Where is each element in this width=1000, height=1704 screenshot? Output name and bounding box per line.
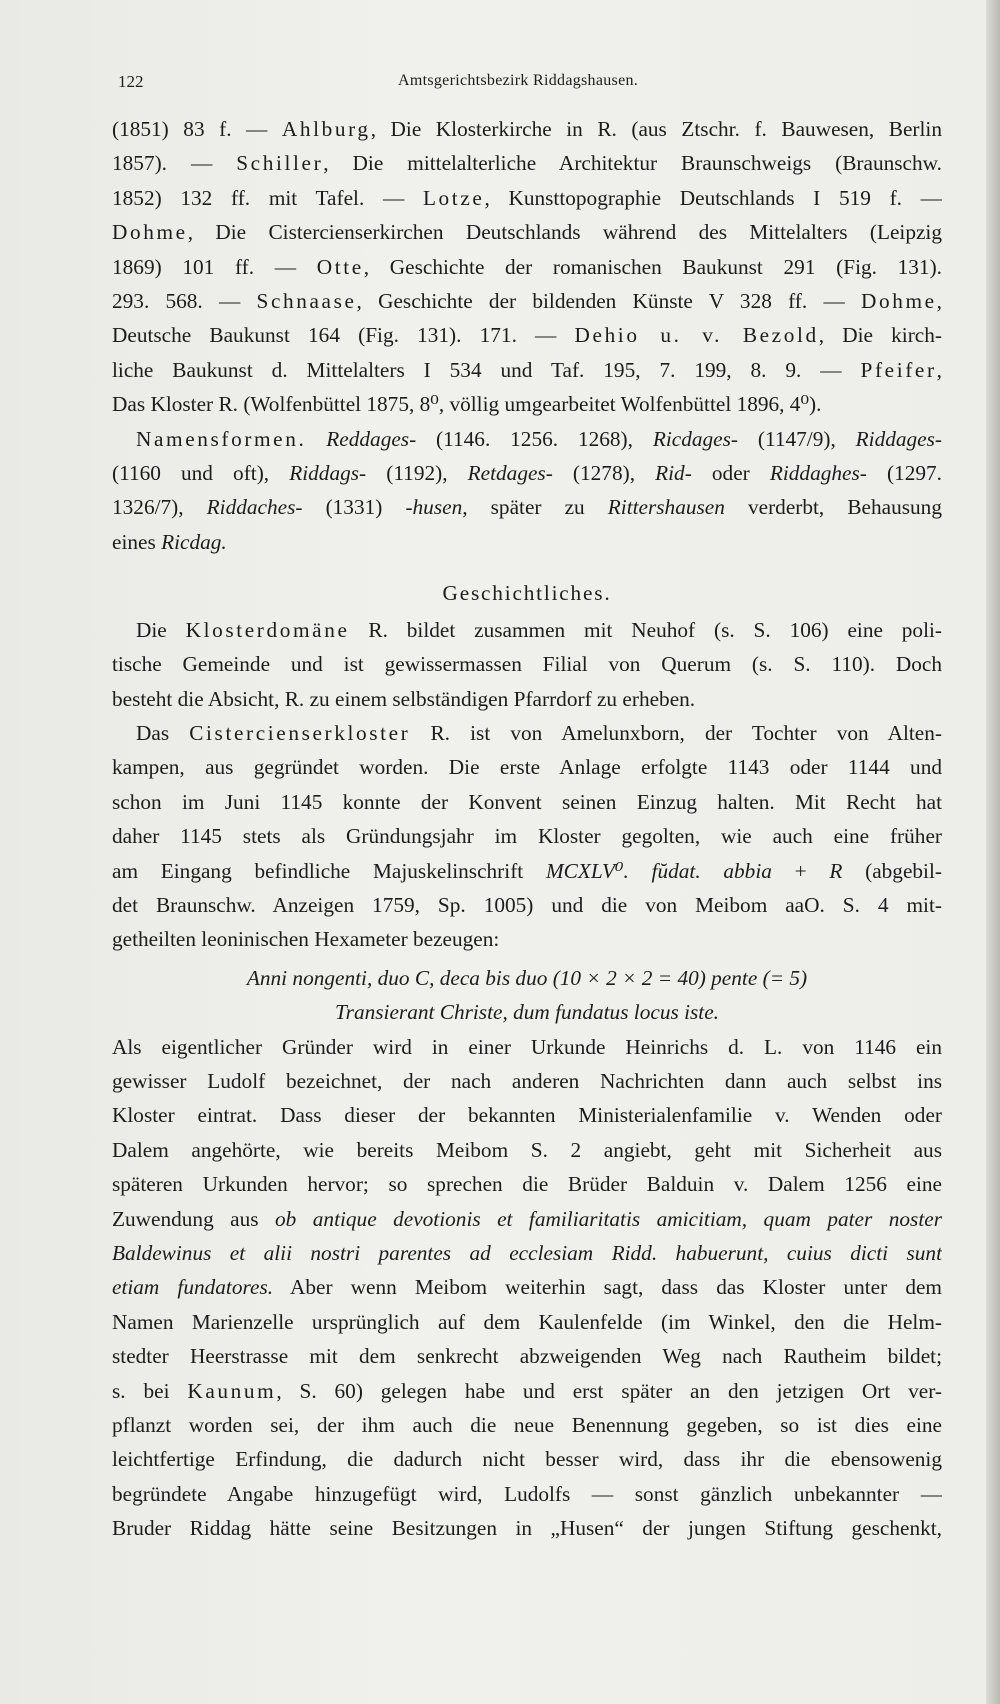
p3-line-9: Namen Marienzelle ursprünglich auf dem Kaulenfelde (im Winkel, den die Helm- [112, 1309, 942, 1334]
lit-line-1: (1851) 83 f. — Ahlburg, Die Klosterkirche in R. (aus Ztschr. f. Bauwesen, Berlin [112, 117, 942, 141]
inscription: MCXLV⁰. fŭdat. abbia [545, 858, 795, 883]
p3-line-13: leichtfertige Erfindung, die dadurch nicht besser wird, dass ihr die ebensowenig [112, 1447, 942, 1472]
p2-line-7: getheilten leoninischen Hexameter bezeugen: [112, 927, 500, 952]
p3-line-5: späteren Urkunden hervor; so sprechen die Brüder Balduin v. Dalem 1256 eine [112, 1172, 942, 1197]
p1-line-3: besteht die Absicht, R. zu einem selbständigen Pfarrdorf zu erheben. [112, 686, 696, 711]
p2-line-2: kampen, aus gegründet worden. Die erste Anlage erfolgte 1143 oder 1144 und [112, 755, 942, 780]
latin-quote: ob antique devotionis et familiaritatis amicitiam, quam pater noster [275, 1206, 942, 1231]
author-name: Pfeifer [860, 357, 937, 382]
page-number: 122 [118, 72, 144, 91]
author-name: Dohme [860, 289, 937, 314]
p3-line-14: begründete Angabe hinzugefügt wird, Ludolfs — sonst gänzlich unbekannter — [112, 1481, 942, 1506]
p2-line-4: daher 1145 stets als Gründungsjahr im Kloster gegolten, wie auch eine früher [112, 824, 942, 849]
p3-line-10: stedter Heerstrasse mit dem senkrecht abzweigenden Weg nach Rautheim bildet; [112, 1344, 942, 1369]
lit-line-4: Dohme, Die Cistercienserkirchen Deutschlands während des Mittelalters (Leipzig [112, 220, 942, 245]
latin-quote: etiam fundatores. [112, 1275, 274, 1300]
lit-line-7: Deutsche Baukunst 164 (Fig. 131). 171. — Dehio u. v. Bezold, Die kirch- [112, 323, 942, 348]
p3-line-11: s. bei Kaunum, S. 60) gelegen habe und erst später an den jetzigen Ort ver- [112, 1378, 942, 1403]
p3-line-6: Zuwendung aus ob antique devotionis et familiaritatis amicitiam, quam pater noster [112, 1206, 942, 1231]
author-name: Dehio u. v. Bezold [574, 323, 819, 348]
author-name: Schnaase [256, 289, 357, 314]
p3-line-2: gewisser Ludolf bezeichnet, der nach anderen Nachrichten dann auch selbst ins [112, 1068, 942, 1093]
p2-line-3: schon im Juni 1145 konnte der Konvent seinen Einzug halten. Mit Recht hat [112, 789, 942, 814]
lit-line-2: 1857). — Schiller, Die mittelalterliche Architektur Braunschweigs (Braunschw. [112, 151, 942, 176]
names-line-3: 1326/7), Riddaches- (1331) -husen, später zu Rittershausen verderbt, Behausung [112, 495, 942, 520]
lit-line-8: liche Baukunst d. Mittelalters I 534 und Taf. 195, 7. 199, 8. 9. — Pfeifer, [112, 357, 942, 382]
names-line-2: (1160 und oft), Riddags- (1192), Retdages- (1278), Rid- oder Riddaghes- (1297. [112, 461, 942, 486]
author-name: Dohme [112, 220, 188, 245]
page-gutter-shadow [986, 0, 1000, 1704]
p1-line-2: tische Gemeinde und ist gewissermassen Filial von Querum (s. S. 110). Doch [112, 652, 942, 677]
author-name: Lotze [422, 185, 485, 210]
author-name: Schiller [236, 151, 324, 176]
text-block [112, 112, 942, 1546]
names-line-4: eines Ricdag. [112, 529, 227, 554]
p3-line-12: pflanzt worden sei, der ihm auch die neue Benennung gegeben, so ist dies eine [112, 1413, 942, 1438]
lit-line-3: 1852) 132 ff. mit Tafel. — Lotze, Kunsttopographie Deutschlands I 519 f. — [112, 185, 942, 210]
verse-line-2: Transierant Christe, dum fundatus locus iste. [335, 1000, 719, 1025]
p3-line-7: Baldewinus et alii nostri parentes ad ecclesiam Ridd. habuerunt, cuius dicti sunt [112, 1241, 942, 1265]
lit-line-5: 1869) 101 ff. — Otte, Geschichte der romanischen Baukunst 291 (Fig. 131). [112, 254, 942, 279]
section-heading: Geschichtliches. [442, 581, 612, 606]
lit-line-6: 293. 568. — Schnaase, Geschichte der bildenden Künste V 328 ff. — Dohme, [112, 289, 942, 314]
lit-line-9: Das Kloster R. (Wolfenbüttel 1875, 8⁰, völlig umgearbeitet Wolfenbüttel 1896, 4⁰). [112, 392, 822, 417]
verse-line-1: Anni nongenti, duo C, deca bis duo (10 × 2 × 2 = 40) pente (= 5) [246, 965, 808, 990]
author-name: Ahlburg [281, 117, 371, 141]
running-title: Amtsgerichtsbezirk Riddagshausen. [398, 72, 639, 89]
p2-line-1: Das Cistercienserkloster R. ist von Amelunxborn, der Tochter von Alten- [136, 720, 942, 745]
p3-line-4: Dalem angehörte, wie bereits Meibom S. 2 angiebt, geht mit Sicherheit aus [112, 1137, 942, 1162]
names-line-1: Namensformen. Reddages- (1146. 1256. 1268), Ricdages- (1147/9), Riddages- [136, 426, 942, 451]
p3-line-15: Bruder Riddag hätte seine Besitzungen in „Husen“ der jungen Stiftung geschenkt, [112, 1516, 942, 1541]
author-name: Otte [316, 254, 364, 279]
page-header [118, 70, 878, 98]
section-label: Namensformen. [136, 426, 307, 451]
cross-symbol: + [794, 858, 807, 883]
p3-line-3: Kloster eintrat. Dass dieser der bekannten Ministerialenfamilie v. Wenden oder [112, 1103, 942, 1128]
p2-line-6: det Braunschw. Anzeigen 1759, Sp. 1005) und die von Meibom aaO. S. 4 mit- [112, 892, 942, 917]
p3-line-8: etiam fundatores. Aber wenn Meibom weiterhin sagt, dass das Kloster unter dem [112, 1275, 942, 1300]
p1-line-1: Die Klosterdomäne R. bildet zusammen mit Neuhof (s. S. 106) eine poli- [136, 617, 942, 642]
p3-line-1: Als eigentlicher Gründer wird in einer Urkunde Heinrichs d. L. von 1146 ein [112, 1034, 942, 1059]
p2-line-5: am Eingang befindliche Majuskelinschrift MCXLV⁰. fŭdat. abbia + R (abgebil- [112, 858, 942, 883]
